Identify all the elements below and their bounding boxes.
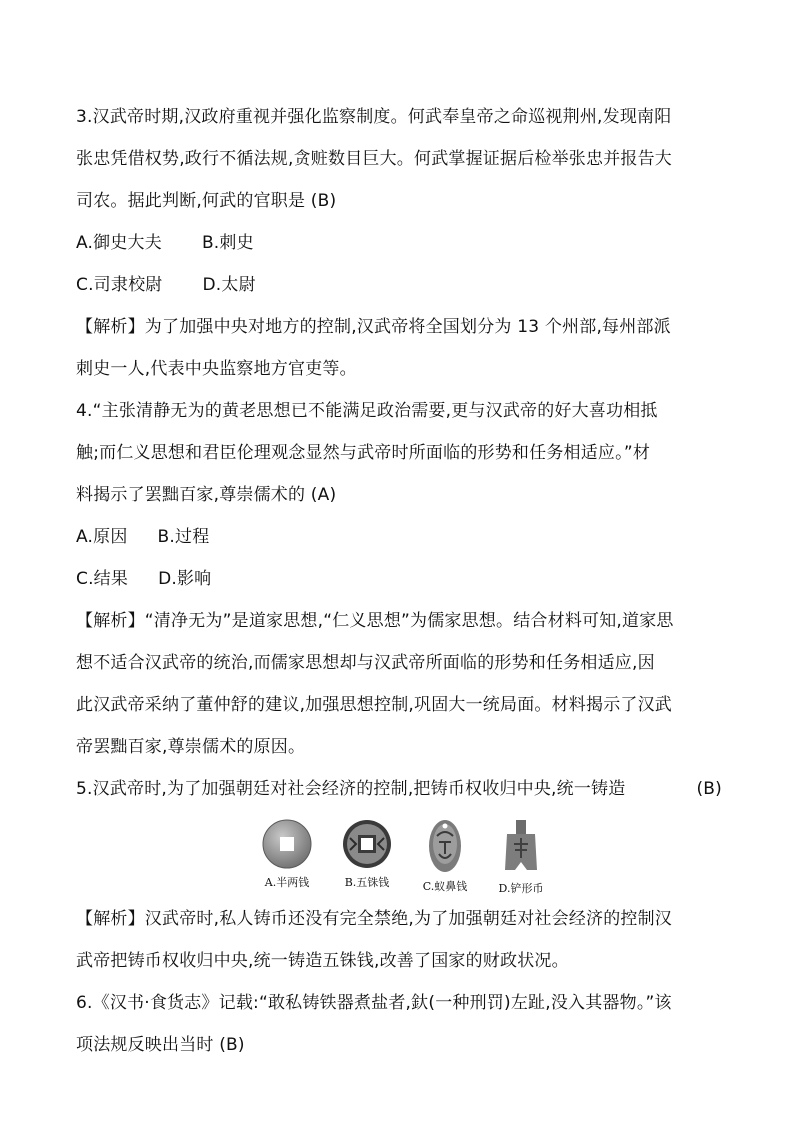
question-3: [76, 96, 726, 390]
question-3-options-row-2: [76, 264, 726, 306]
coin-option-a: [252, 818, 322, 890]
coin-option-c: [410, 818, 480, 894]
coin-option-d: [486, 818, 556, 896]
question-3-option-a: A.御史大夫: [76, 233, 162, 253]
spade-coin-icon: [501, 818, 541, 876]
coin-label-d: D.铲形币: [498, 882, 544, 895]
question-3-stem-line-2: 张忠凭借权势,政行不循法规,贪赃数目巨大。何武掌握证据后检举张忠并报告大: [76, 149, 673, 169]
question-5-stem-text: 5.汉武帝时,为了加强朝廷对社会经济的控制,把铸币权收归中央,统一铸造: [76, 779, 626, 799]
question-5-answer: (B): [696, 779, 722, 799]
question-4-option-c: C.结果: [76, 569, 129, 589]
question-3-option-c: C.司隶校尉: [76, 275, 163, 295]
coin-label-c: C.蚁鼻钱: [422, 880, 468, 893]
question-4-explanation-line-4: 帝罢黜百家,尊崇儒术的原因。: [76, 737, 306, 757]
question-3-option-d: D.太尉: [202, 275, 256, 295]
question-6: [76, 982, 726, 1066]
question-4-options-row-2: [76, 558, 726, 600]
yibi-coin-icon: [425, 818, 465, 874]
question-3-stem-line-3: 司农。据此判断,何武的官职是 (B): [76, 191, 337, 211]
question-3-stem-line-1: 3.汉武帝时期,汉政府重视并强化监察制度。何武奉皇帝之命巡视荆州,发现南阳: [76, 107, 672, 127]
question-3-options-row-1: [76, 222, 726, 264]
question-3-explanation-line-2: 刺史一人,代表中央监察地方官吏等。: [76, 359, 357, 379]
wuzhu-coin-icon: [341, 818, 393, 870]
question-6-stem-line-1: 6.《汉书·食货志》记载:“敢私铸铁器煮盐者,釱(一种刑罚)左趾,没入其器物。”该: [76, 993, 672, 1013]
question-3-explanation-line-1: 【解析】为了加强中央对地方的控制,汉武帝将全国划分为 13 个州部,每州部派: [76, 317, 671, 337]
question-4-stem-line-3: 料揭示了罢黜百家,尊崇儒术的 (A): [76, 485, 337, 505]
question-4: [76, 390, 726, 768]
question-4-option-a: A.原因: [76, 527, 128, 547]
question-5: [76, 768, 726, 982]
question-4-explanation-line-3: 此汉武帝采纳了董仲舒的建议,加强思想控制,巩固大一统局面。材料揭示了汉武: [76, 695, 673, 715]
banliang-coin-icon: [261, 818, 313, 870]
question-4-explanation-line-1: 【解析】“清净无为”是道家思想,“仁义思想”为儒家思想。结合材料可知,道家思: [76, 611, 674, 631]
question-5-explanation-line-2: 武帝把铸币权收归中央,统一铸造五铢钱,改善了国家的财政状况。: [76, 951, 569, 971]
question-4-option-d: D.影响: [158, 569, 212, 589]
coin-figure: [76, 818, 726, 896]
coin-label-a: A.半两钱: [264, 876, 310, 889]
coin-option-b: [332, 818, 402, 890]
coin-label-b: B.五铢钱: [344, 876, 390, 889]
question-6-stem-line-2: 项法规反映出当时 (B): [76, 1035, 245, 1055]
question-4-stem-line-1: 4.“主张清静无为的黄老思想已不能满足政治需要,更与汉武帝的好大喜功相抵: [76, 401, 658, 421]
question-4-option-b: B.过程: [157, 527, 210, 547]
question-5-stem-line-1: [76, 768, 726, 810]
document-page: [76, 96, 726, 1066]
question-4-explanation-line-2: 想不适合汉武帝的统治,而儒家思想却与汉武帝所面临的形势和任务相适应,因: [76, 653, 655, 673]
question-4-options-row-1: [76, 516, 726, 558]
question-5-explanation-line-1: 【解析】汉武帝时,私人铸币还没有完全禁绝,为了加强朝廷对社会经济的控制汉: [76, 909, 673, 929]
question-3-option-b: B.刺史: [201, 233, 254, 253]
question-4-stem-line-2: 触;而仁义思想和君臣伦理观念显然与武帝时所面临的形势和任务相适应。”材: [76, 443, 651, 463]
